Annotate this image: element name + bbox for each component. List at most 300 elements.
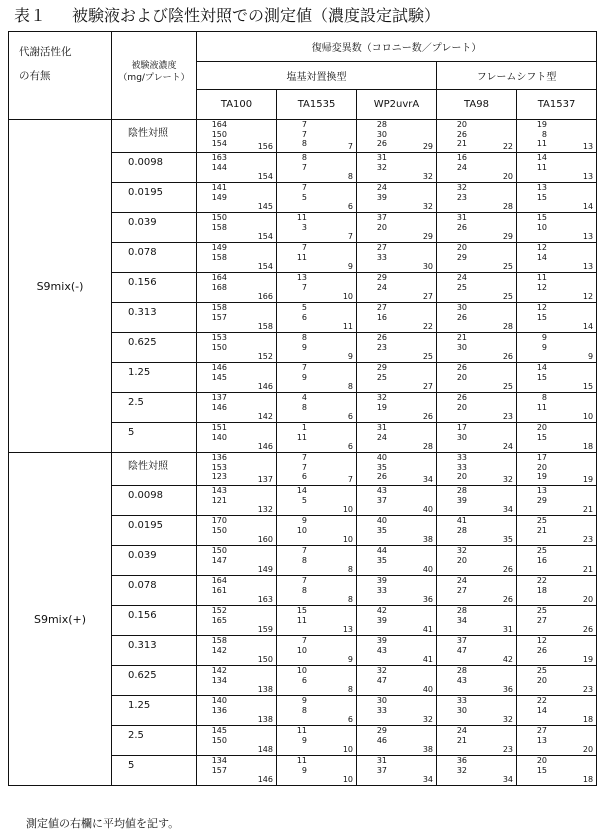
mean-count: 142: [257, 412, 273, 422]
strain-header: TA98: [437, 90, 517, 120]
plate-count: 14: [296, 486, 307, 495]
results-table: [8, 31, 597, 786]
count-cell: [517, 756, 597, 786]
mean-count: 32: [502, 715, 513, 725]
concentration-cell: 0.0195: [112, 516, 197, 546]
count-cell: [517, 120, 597, 153]
count-cell: [197, 273, 277, 303]
count-cell: [357, 756, 437, 786]
mean-count: 26: [422, 412, 433, 422]
plate-count: 39: [456, 495, 467, 505]
plate-count: 7: [301, 129, 307, 139]
plate-count: 11: [296, 213, 307, 222]
plate-count: 26: [456, 393, 467, 402]
concentration-cell: 0.0098: [112, 486, 197, 516]
mean-count: 27: [422, 382, 433, 392]
mean-count: 146: [257, 775, 273, 785]
plate-count: 158: [211, 222, 227, 232]
plate-count: 7: [301, 453, 307, 462]
plate-count: 143: [211, 486, 227, 495]
plate-count: 13: [296, 273, 307, 282]
mean-count: 7: [347, 232, 353, 242]
count-cell: [277, 546, 357, 576]
plate-count: 157: [211, 312, 227, 322]
count-cell: [357, 453, 437, 486]
plate-count: 5: [301, 303, 307, 312]
mean-count: 13: [582, 232, 594, 242]
plate-count: 42: [376, 606, 387, 615]
mean-count: 25: [502, 382, 513, 392]
mean-count: 21: [582, 505, 594, 515]
plate-count: 29: [376, 726, 387, 735]
plate-count: 20: [456, 402, 467, 412]
plate-count: 47: [456, 645, 467, 655]
plate-count: 136: [211, 705, 227, 715]
plate-count: 164: [211, 273, 227, 282]
plate-count: 30: [376, 696, 387, 705]
count-cell: [357, 516, 437, 546]
concentration-cell: 2.5: [112, 726, 197, 756]
plate-count: 146: [211, 363, 227, 372]
mean-count: 18: [582, 715, 594, 725]
plate-count: 41: [456, 516, 467, 525]
count-cell: [197, 333, 277, 363]
count-cell: [277, 333, 357, 363]
plate-count: 28: [456, 606, 467, 615]
plate-count: 145: [211, 726, 227, 735]
count-cell: [437, 606, 517, 636]
plate-count: 147: [211, 555, 227, 565]
count-cell: [357, 666, 437, 696]
concentration-cell: 陰性対照: [112, 120, 197, 153]
count-cell: [517, 273, 597, 303]
concentration-cell: 陰性対照: [112, 453, 197, 486]
plate-count: 16: [536, 555, 547, 565]
count-cell: [277, 486, 357, 516]
count-cell: [517, 183, 597, 213]
count-cell: [197, 486, 277, 516]
plate-count: 30: [456, 342, 467, 352]
mean-count: 137: [257, 475, 273, 485]
count-cell: [277, 120, 357, 153]
concentration-cell: 1.25: [112, 696, 197, 726]
plate-count: 25: [536, 546, 547, 555]
plate-count: 20: [536, 423, 547, 432]
plate-count: 158: [211, 303, 227, 312]
count-cell: [277, 153, 357, 183]
plate-count: 29: [376, 363, 387, 372]
plate-count: 27: [376, 243, 387, 252]
plate-count: 33: [376, 252, 387, 262]
mean-count: 32: [502, 475, 513, 485]
count-cell: [517, 666, 597, 696]
plate-count: 150: [211, 213, 227, 222]
count-cell: [517, 153, 597, 183]
mean-count: 28: [502, 322, 513, 332]
mean-count: 40: [422, 565, 433, 575]
plate-count: 5: [301, 192, 307, 202]
plate-count: 20: [536, 756, 547, 765]
plate-count: 20: [536, 462, 547, 472]
mean-count: 41: [422, 655, 433, 665]
table-number: 表１: [14, 6, 47, 25]
plate-count: 18: [536, 585, 547, 595]
plate-count: 15: [536, 432, 547, 442]
mean-count: 34: [502, 505, 513, 515]
plate-count: 29: [536, 495, 547, 505]
count-cell: [197, 726, 277, 756]
plate-count: 17: [456, 423, 467, 432]
plate-count: 33: [376, 705, 387, 715]
count-cell: [197, 243, 277, 273]
count-cell: [437, 423, 517, 453]
plate-count: 14: [536, 363, 547, 372]
plate-count: 37: [456, 636, 467, 645]
plate-count: 11: [536, 273, 547, 282]
plate-count: 32: [456, 546, 467, 555]
mean-count: 146: [257, 442, 273, 452]
concentration-cell: 0.0098: [112, 153, 197, 183]
mean-count: 18: [582, 442, 594, 452]
count-cell: [277, 183, 357, 213]
plate-count: 154: [211, 139, 227, 149]
count-cell: [197, 756, 277, 786]
plate-count: 15: [536, 372, 547, 382]
mean-count: 138: [257, 685, 273, 695]
plate-count: 12: [536, 282, 547, 292]
plate-count: 8: [301, 402, 307, 412]
count-cell: [197, 696, 277, 726]
plate-count: 13: [536, 735, 547, 745]
plate-count: 7: [301, 636, 307, 645]
plate-count: 21: [456, 333, 467, 342]
plate-count: 150: [211, 342, 227, 352]
plate-count: 24: [456, 576, 467, 585]
plate-count: 168: [211, 282, 227, 292]
plate-count: 7: [301, 282, 307, 292]
concentration-cell: 1.25: [112, 363, 197, 393]
table-caption: 被験液および陰性対照での測定値（濃度設定試験）: [72, 6, 441, 25]
concentration-cell: 0.078: [112, 576, 197, 606]
mean-count: 8: [347, 595, 353, 605]
plate-count: 134: [211, 756, 227, 765]
mean-count: 36: [502, 685, 513, 695]
plate-count: 27: [376, 303, 387, 312]
mean-count: 158: [257, 322, 273, 332]
plate-count: 30: [456, 705, 467, 715]
count-cell: [277, 756, 357, 786]
mean-count: 24: [502, 442, 513, 452]
plate-count: 7: [301, 462, 307, 472]
plate-count: 32: [376, 162, 387, 172]
strain-header: TA1535: [277, 90, 357, 120]
mean-count: 11: [342, 322, 353, 332]
concentration-cell: 0.625: [112, 666, 197, 696]
count-cell: [437, 636, 517, 666]
mean-count: 36: [422, 595, 433, 605]
concentration-header: 被験液濃度 （mg/プレート）: [112, 32, 197, 120]
mean-count: 10: [342, 535, 353, 545]
plate-count: 23: [376, 342, 387, 352]
count-cell: [517, 213, 597, 243]
metabolic-activation-label: S9mix(+): [9, 453, 112, 786]
mean-count: 6: [347, 442, 353, 452]
plate-count: 36: [456, 756, 467, 765]
mean-count: 23: [502, 745, 513, 755]
mean-count: 20: [582, 745, 594, 755]
mean-count: 28: [422, 442, 433, 452]
plate-count: 23: [456, 192, 467, 202]
mean-count: 149: [257, 565, 273, 575]
mean-count: 19: [582, 475, 594, 485]
count-cell: [197, 303, 277, 333]
count-cell: [197, 453, 277, 486]
plate-count: 37: [376, 495, 387, 505]
count-cell: [437, 726, 517, 756]
plate-count: 24: [376, 432, 387, 442]
plate-count: 9: [301, 735, 307, 745]
mean-count: 25: [422, 352, 433, 362]
mean-count: 23: [582, 685, 594, 695]
mean-count: 10: [342, 745, 353, 755]
plate-count: 8: [541, 129, 547, 139]
plate-count: 26: [376, 333, 387, 342]
plate-count: 11: [296, 756, 307, 765]
plate-count: 27: [536, 726, 547, 735]
count-cell: [277, 213, 357, 243]
strain-header: TA1537: [517, 90, 597, 120]
mean-count: 9: [347, 262, 353, 272]
count-cell: [277, 516, 357, 546]
plate-count: 14: [536, 153, 547, 162]
plate-count: 20: [456, 555, 467, 565]
plate-count: 9: [541, 333, 547, 342]
revertants-header: 復帰変異数（コロニー数／プレート）: [197, 32, 597, 62]
mean-count: 32: [422, 715, 433, 725]
footnote: 測定値の右欄に平均値を記す。: [26, 817, 180, 830]
count-cell: [277, 273, 357, 303]
mean-count: 160: [257, 535, 273, 545]
mean-count: 159: [257, 625, 273, 635]
count-cell: [517, 486, 597, 516]
plate-count: 6: [301, 312, 307, 322]
mean-count: 18: [582, 775, 594, 785]
plate-count: 30: [456, 303, 467, 312]
plate-count: 150: [211, 735, 227, 745]
plate-count: 15: [536, 213, 547, 222]
plate-count: 5: [301, 495, 307, 505]
plate-count: 1: [301, 423, 307, 432]
plate-count: 8: [301, 139, 307, 149]
plate-count: 146: [211, 402, 227, 412]
count-cell: [517, 696, 597, 726]
mean-count: 10: [582, 412, 594, 422]
plate-count: 150: [211, 546, 227, 555]
plate-count: 32: [376, 666, 387, 675]
count-cell: [277, 453, 357, 486]
concentration-cell: 5: [112, 756, 197, 786]
count-cell: [357, 120, 437, 153]
count-cell: [197, 363, 277, 393]
mean-count: 154: [257, 172, 273, 182]
mean-count: 26: [502, 352, 513, 362]
mean-count: 31: [502, 625, 513, 635]
plate-count: 32: [456, 765, 467, 775]
plate-count: 9: [301, 342, 307, 352]
mean-count: 15: [582, 382, 594, 392]
mean-count: 21: [582, 565, 594, 575]
plate-count: 11: [296, 252, 307, 262]
mean-count: 6: [347, 202, 353, 212]
plate-count: 11: [536, 162, 547, 172]
mean-count: 42: [502, 655, 513, 665]
count-cell: [277, 576, 357, 606]
mean-count: 38: [422, 535, 433, 545]
mean-count: 10: [342, 292, 353, 302]
count-cell: [517, 453, 597, 486]
plate-count: 6: [301, 675, 307, 685]
concentration-cell: 0.039: [112, 546, 197, 576]
mean-count: 148: [257, 745, 273, 755]
plate-count: 43: [376, 645, 387, 655]
count-cell: [517, 606, 597, 636]
plate-count: 7: [301, 576, 307, 585]
plate-count: 27: [456, 585, 467, 595]
count-cell: [357, 606, 437, 636]
mean-count: 20: [502, 172, 513, 182]
count-cell: [517, 576, 597, 606]
mean-count: 26: [502, 595, 513, 605]
count-cell: [357, 546, 437, 576]
plate-count: 121: [211, 495, 227, 505]
plate-count: 10: [296, 525, 307, 535]
mean-count: 34: [422, 775, 433, 785]
plate-count: 136: [211, 453, 227, 462]
count-cell: [437, 363, 517, 393]
mean-count: 146: [257, 382, 273, 392]
plate-count: 11: [536, 139, 547, 149]
count-cell: [517, 546, 597, 576]
mean-count: 30: [422, 262, 433, 272]
plate-count: 43: [376, 486, 387, 495]
plate-count: 33: [376, 585, 387, 595]
plate-count: 7: [301, 363, 307, 372]
mean-count: 22: [502, 142, 513, 152]
plate-count: 7: [301, 243, 307, 252]
mean-count: 7: [347, 142, 353, 152]
count-cell: [357, 273, 437, 303]
strain-header: WP2uvrA: [357, 90, 437, 120]
mean-count: 8: [347, 382, 353, 392]
plate-count: 170: [211, 516, 227, 525]
plate-count: 11: [296, 615, 307, 625]
plate-count: 164: [211, 576, 227, 585]
plate-count: 141: [211, 183, 227, 192]
mean-count: 8: [347, 172, 353, 182]
plate-count: 137: [211, 393, 227, 402]
mean-count: 35: [502, 535, 513, 545]
mean-count: 13: [582, 262, 594, 272]
mean-count: 32: [422, 202, 433, 212]
count-cell: [517, 363, 597, 393]
count-cell: [357, 183, 437, 213]
plate-count: 7: [301, 162, 307, 172]
plate-count: 9: [301, 696, 307, 705]
metabolic-activation-label: S9mix(-): [9, 120, 112, 453]
plate-count: 134: [211, 675, 227, 685]
count-cell: [437, 666, 517, 696]
plate-count: 150: [211, 129, 227, 139]
plate-count: 13: [536, 183, 547, 192]
metabolic-activation-header: 代謝活性化 の有無: [9, 32, 112, 120]
plate-count: 33: [456, 696, 467, 705]
mean-count: 154: [257, 262, 273, 272]
plate-count: 31: [376, 153, 387, 162]
plate-count: 6: [301, 472, 307, 482]
mean-count: 26: [502, 565, 513, 575]
plate-count: 21: [456, 139, 467, 149]
mean-count: 27: [422, 292, 433, 302]
mean-count: 34: [422, 475, 433, 485]
mean-count: 41: [422, 625, 433, 635]
mean-count: 9: [347, 352, 353, 362]
count-cell: [437, 273, 517, 303]
plate-count: 37: [376, 213, 387, 222]
count-cell: [517, 516, 597, 546]
count-cell: [357, 636, 437, 666]
plate-count: 26: [456, 222, 467, 232]
count-cell: [197, 393, 277, 423]
count-cell: [277, 423, 357, 453]
plate-count: 39: [376, 192, 387, 202]
mean-count: 10: [342, 505, 353, 515]
plate-count: 8: [301, 333, 307, 342]
table-title: [14, 4, 594, 30]
plate-count: 29: [376, 273, 387, 282]
plate-count: 33: [456, 462, 467, 472]
plate-count: 31: [376, 423, 387, 432]
count-cell: [517, 303, 597, 333]
plate-count: 19: [536, 120, 547, 129]
count-cell: [277, 696, 357, 726]
plate-count: 29: [456, 252, 467, 262]
count-cell: [197, 183, 277, 213]
count-cell: [357, 696, 437, 726]
count-cell: [277, 393, 357, 423]
plate-count: 35: [376, 555, 387, 565]
plate-count: 12: [536, 243, 547, 252]
plate-count: 35: [376, 462, 387, 472]
plate-count: 20: [456, 472, 467, 482]
plate-count: 15: [536, 192, 547, 202]
mean-count: 154: [257, 232, 273, 242]
count-cell: [197, 213, 277, 243]
mean-count: 40: [422, 685, 433, 695]
concentration-cell: 5: [112, 423, 197, 453]
plate-count: 140: [211, 432, 227, 442]
count-cell: [357, 363, 437, 393]
plate-count: 21: [536, 525, 547, 535]
plate-count: 7: [301, 183, 307, 192]
mean-count: 29: [502, 232, 513, 242]
mean-count: 7: [347, 475, 353, 485]
plate-count: 35: [376, 525, 387, 535]
count-cell: [437, 333, 517, 363]
plate-count: 161: [211, 585, 227, 595]
mean-count: 22: [422, 322, 433, 332]
mean-count: 138: [257, 715, 273, 725]
count-cell: [197, 516, 277, 546]
